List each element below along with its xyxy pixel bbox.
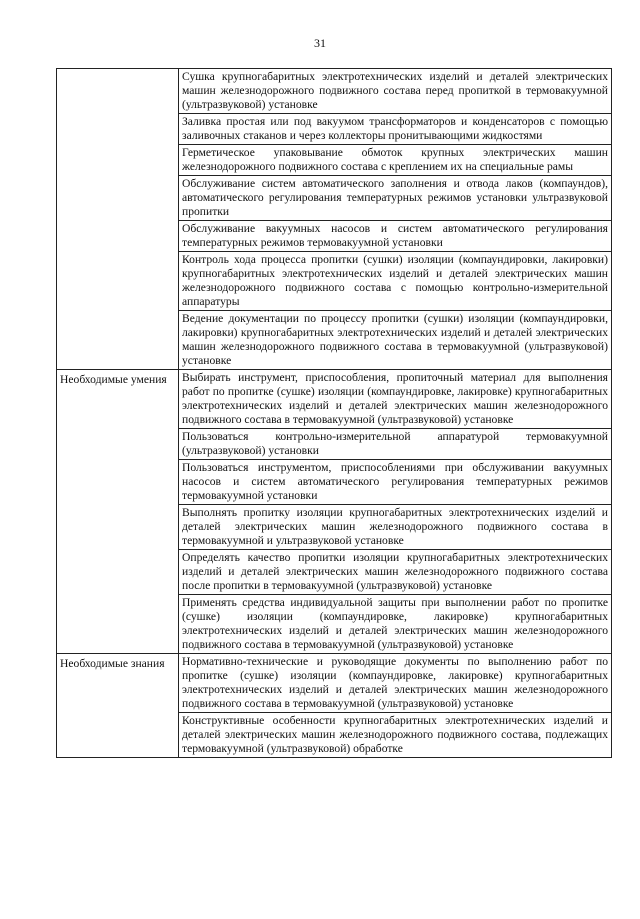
table-cell: Выбирать инструмент, приспособления, пропиточный материал для выполнения работ по пропитке (сушке) изоляции (компаундировке, лакировке) крупногабаритных электротехнических изделий и деталей электрических машин железнодорожного подвижного состава в термовакуумной (ультразвуковой) установке (179, 370, 612, 429)
table-cell: Выполнять пропитку изоляции крупногабаритных электротехнических изделий и деталей электрических машин железнодорожного подвижного состава в термовакуумной и ультразвуковой установке (179, 505, 612, 550)
table-row (57, 654, 612, 713)
table-cell: Обслуживание систем автоматического заполнения и отвода лаков (компаундов), автоматического регулирования температурных режимов установки ультразвуковой пропитки (179, 176, 612, 221)
table-cell: Контроль хода процесса пропитки (сушки) изоляции (компаундировки, лакировки) крупногабаритных электротехнических изделий и деталей электрических машин железнодорожного подвижного состава с помощью контрольно-измерительной аппаратуры (179, 252, 612, 311)
row-label-skills: Необходимые умения (57, 370, 179, 654)
table-cell: Герметическое упаковывание обмоток крупных электрических машин железнодорожного подвижного состава с креплением их на специальные рамы (179, 145, 612, 176)
table-cell: Применять средства индивидуальной защиты при выполнении работ по пропитке (сушке) изоляции (компаундировке, лакировке) крупногабаритных электротехнических изделий и деталей электрических машин железнодорожного подвижного состава в термовакуумной (ультразвуковой) установке (179, 595, 612, 654)
table-cell: Определять качество пропитки изоляции крупногабаритных электротехнических изделий и деталей электрических машин железнодорожного подвижного состава после пропитки в термовакуумной (ультразвуковой) установке (179, 550, 612, 595)
row-label-knowledge: Необходимые знания (57, 654, 179, 758)
table-cell: Нормативно-технические и руководящие документы по выполнению работ по пропитке (сушке) изоляции (компаундировке, лакировке) крупногабаритных электротехнических изделий и деталей электрических машин железнодорожного подвижного состава в термовакуумной (ультразвуковой) установке (179, 654, 612, 713)
table-cell: Обслуживание вакуумных насосов и систем автоматического регулирования температурных режимов термовакуумной установки (179, 221, 612, 252)
table-cell: Конструктивные особенности крупногабаритных электротехнических изделий и деталей электрических машин железнодорожного подвижного состава, подлежащих термовакуумной (ультразвуковой) обработке (179, 713, 612, 758)
competency-table (56, 68, 612, 758)
row-label (57, 69, 179, 370)
table-cell: Пользоваться контрольно-измерительной аппаратурой термовакуумной (ультразвуковой) установки (179, 429, 612, 460)
table-cell: Сушка крупногабаритных электротехнических изделий и деталей электрических машин железнодорожного подвижного состава перед пропиткой в термовакуумной (ультразвуковой) установке (179, 69, 612, 114)
page-number: 31 (314, 36, 326, 50)
table-row (57, 370, 612, 429)
table-cell: Заливка простая или под вакуумом трансформаторов и конденсаторов с помощью заливочных стаканов и через коллекторы пронитывающими жидкостями (179, 114, 612, 145)
table-row (57, 69, 612, 114)
table-cell: Пользоваться инструментом, приспособлениями при обслуживании вакуумных насосов и систем автоматического регулирования температурных режимов термовакуумной установки (179, 460, 612, 505)
table-cell: Ведение документации по процессу пропитки (сушки) изоляции (компаундировки, лакировки) крупногабаритных электротехнических изделий и деталей электрических машин железнодорожного подвижного состава в термовакуумной (ультразвуковой) установке (179, 311, 612, 370)
